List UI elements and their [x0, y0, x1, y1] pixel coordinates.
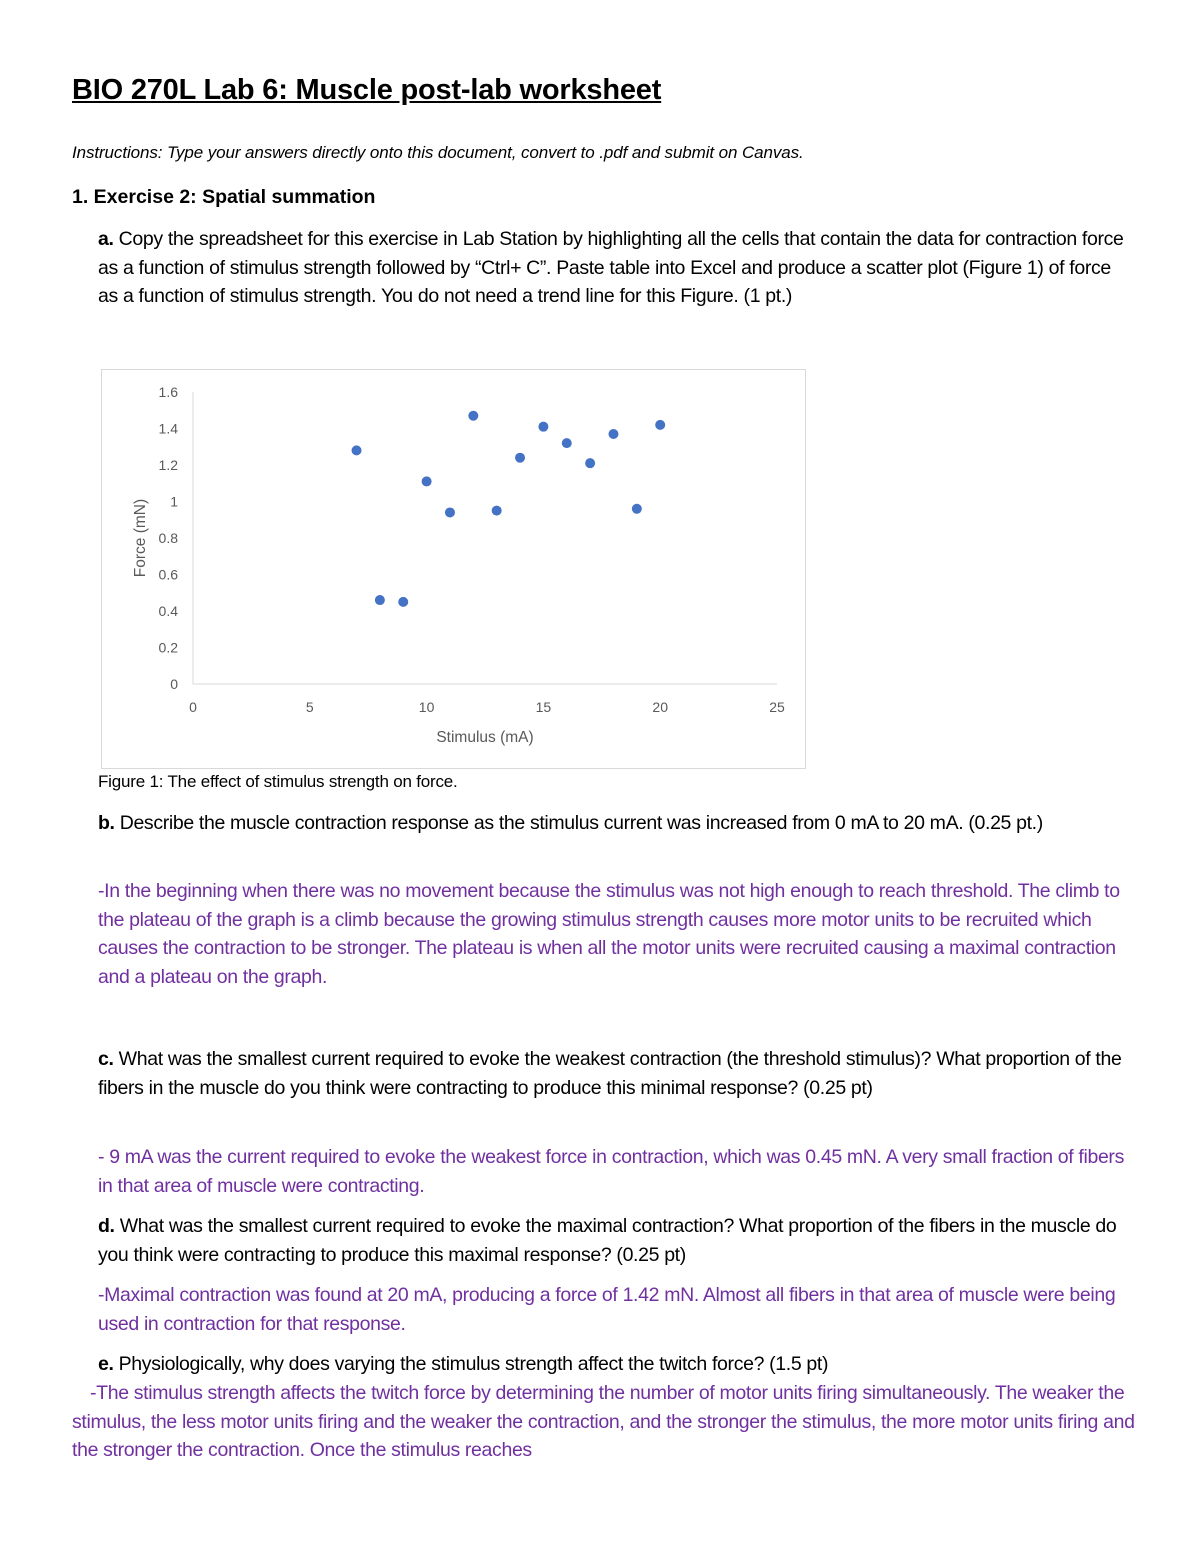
data-point	[608, 429, 618, 439]
y-tick-label: 0.6	[158, 566, 178, 583]
data-point	[632, 504, 642, 514]
y-axis-title: Force (mN)	[132, 498, 149, 578]
answer-c: - 9 mA was the current required to evoke the weakest force in contraction, which was 0.45 mN. A very small fraction of fibers in that area of muscle were contracting.	[98, 1146, 1124, 1197]
question-e-text: Physiologically, why does varying the stimulus strength affect the twitch force? (1.5 pt)	[113, 1353, 829, 1375]
page-title: BIO 270L Lab 6: Muscle post-lab worksheet	[72, 74, 662, 106]
data-point	[515, 453, 525, 463]
data-point	[468, 411, 478, 421]
y-tick-label: 1.2	[158, 457, 178, 473]
data-point	[538, 422, 548, 432]
figure-caption: Figure 1: The effect of stimulus strength on force.	[98, 772, 458, 791]
question-c-label: c.	[98, 1048, 114, 1070]
y-tick-label: 1.6	[158, 384, 178, 400]
question-a	[98, 225, 1128, 311]
section-heading: 1. Exercise 2: Spatial summation	[72, 186, 376, 208]
y-tick-label: 0.8	[158, 530, 178, 546]
question-c-text: What was the smallest current required to evoke the weakest contraction (the threshold stimulus)? What proportion of the fibers in the muscle do you think were contracting to produce this minimal response? (0.25 pt)	[98, 1048, 1122, 1099]
data-point	[398, 597, 408, 607]
y-tick-label: 0.4	[158, 603, 178, 619]
question-b	[98, 809, 1128, 838]
data-point	[422, 476, 432, 486]
instructions-text: Instructions: Type your answers directly onto this document, convert to .pdf and submit on Canvas.	[72, 143, 804, 162]
x-tick-label: 10	[418, 699, 435, 715]
data-point	[562, 438, 572, 448]
data-point	[445, 507, 455, 517]
question-b-label: b.	[98, 812, 115, 834]
x-tick-label: 20	[652, 699, 668, 715]
data-point	[352, 445, 362, 455]
x-tick-label: 0	[189, 699, 197, 715]
chart-canvas	[102, 370, 807, 770]
x-axis-title: Stimulus (mA)	[436, 729, 534, 746]
question-d-text: What was the smallest current required to evoke the maximal contraction? What proportion of the fibers in the muscle do you think were contracting to produce this maximal response? (0.25 pt)	[98, 1215, 1117, 1266]
y-tick-label: 1	[170, 493, 178, 510]
answer-d: -Maximal contraction was found at 20 mA, producing a force of 1.42 mN. Almost all fibers in that area of muscle were being used in contraction for that response.	[98, 1284, 1116, 1335]
answer-e: -The stimulus strength affects the twitch force by determining the number of motor units firing simultaneously. The weaker the stimulus, the less motor units firing and the weaker the contraction, and the stronger the stimulus, the more motor units firing and the stronger the contraction. Once the stimulus reaches	[72, 1382, 1135, 1462]
question-a-label: a.	[98, 228, 114, 250]
question-a-text: Copy the spreadsheet for this exercise in Lab Station by highlighting all the cells that contain the data for contraction force as a function of stimulus strength followed by “Ctrl+ C”. Paste table into Excel and produce a scatter plot (Figure 1) of force as a function of stimulus strength. You do not need a trend line for this Figure. (1 pt.)	[98, 228, 1124, 308]
scatter-chart	[101, 369, 806, 769]
answer-b: -In the beginning when there was no movement because the stimulus was not high enough to reach threshold. The climb to the plateau of the graph is a climb because the growing stimulus strength causes more motor units to be recruited which causes the contraction to be stronger. The plateau is when all the motor units were recruited causing a maximal contraction and a plateau on the graph.	[98, 880, 1120, 989]
question-e-label: e.	[98, 1353, 114, 1375]
question-e	[98, 1350, 1128, 1379]
y-tick-label: 0	[170, 676, 178, 692]
question-c	[98, 1045, 1128, 1102]
x-tick-label: 25	[769, 699, 785, 715]
question-d	[98, 1212, 1128, 1269]
data-point	[655, 420, 665, 430]
x-tick-label: 5	[305, 699, 314, 715]
x-tick-label: 15	[535, 699, 552, 715]
y-tick-label: 1.4	[158, 420, 178, 437]
question-b-text: Describe the muscle contraction response as the stimulus current was increased from 0 mA to 20 mA. (0.25 pt.)	[114, 812, 1043, 834]
data-point	[492, 506, 502, 516]
question-d-label: d.	[98, 1215, 115, 1237]
data-point	[375, 595, 385, 605]
data-point	[585, 458, 595, 468]
y-tick-label: 0.2	[158, 639, 178, 656]
